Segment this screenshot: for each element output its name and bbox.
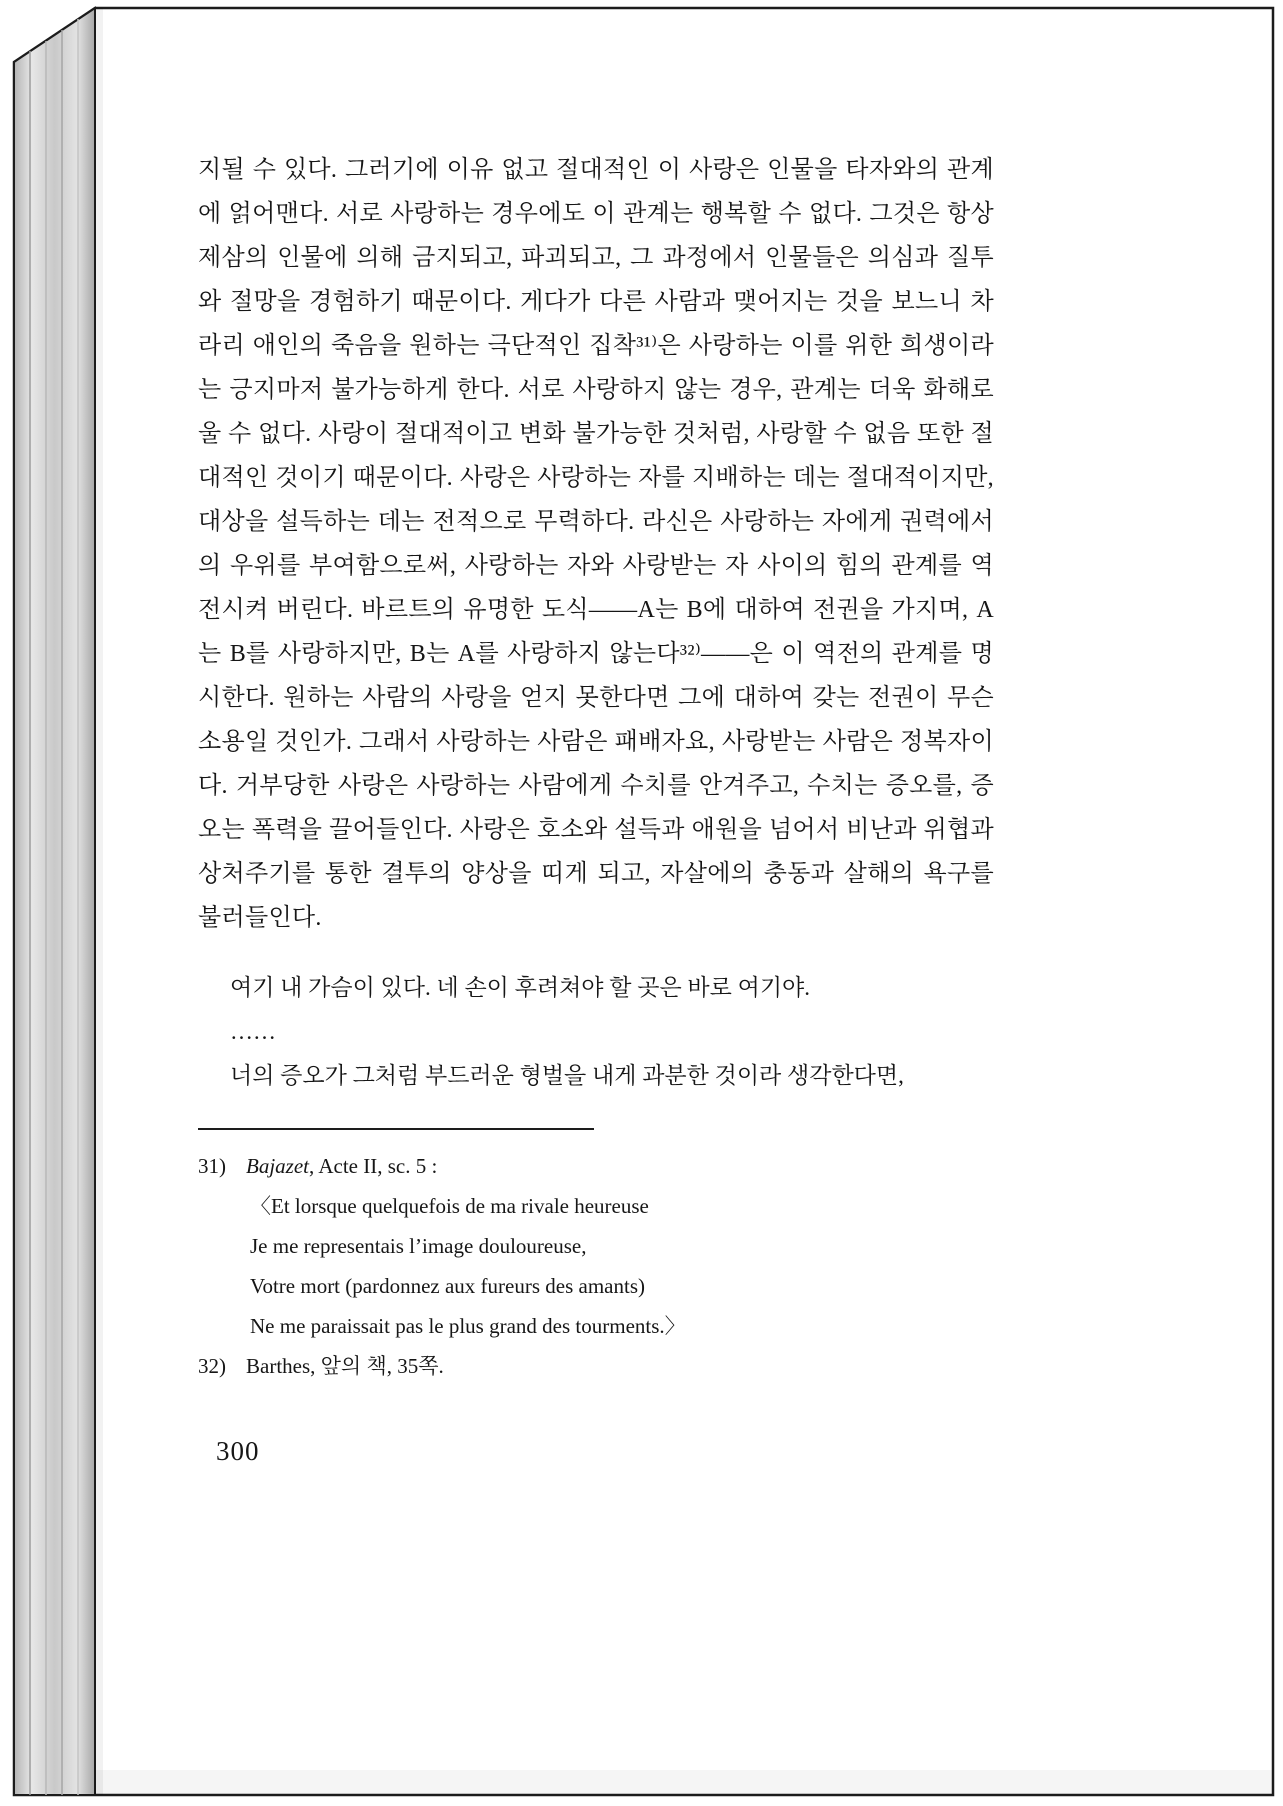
footnote-31-source	[246, 1146, 437, 1186]
quote-line-1: 여기 내 가슴이 있다. 네 손이 후려쳐야 할 곳은 바로 여기야.	[230, 975, 811, 1000]
block-quote	[230, 966, 994, 1098]
footnote-32-text: Barthes, 앞의 책, 35쪽.	[246, 1354, 444, 1378]
footnote-32-label: 32)	[198, 1354, 226, 1378]
quote-line-2: ……	[230, 1019, 276, 1044]
footnote-31-head	[198, 1146, 994, 1186]
quote-line-3: 너의 증오가 그처럼 부드러운 형벌을 내게 과분한 것이라 생각한다면,	[230, 1063, 904, 1088]
footnote-31-title: Bajazet	[246, 1154, 309, 1178]
footnote-31	[198, 1146, 994, 1346]
footnote-divider	[198, 1128, 594, 1130]
footnotes	[198, 1146, 994, 1386]
body-paragraph: 지될 수 있다. 그러기에 이유 없고 절대적인 이 사랑은 인물을 타자와의 관계에 얽어맨다. 서로 사랑하는 경우에도 이 관계는 행복할 수 없다. 그것은 항상 제삼의 인물에 의해 금지되고, 파괴되고, 그 과정에서 인물들은 의심과 질투와 절망을 경험하기 때문이다. 게다가 다른 사람과 맺어지는 것을 보느니 차라리 애인의 죽음을 원하는 극단적인 집착³¹⁾은 사랑하는 이를 위한 희생이라는 긍지마저 불가능하게 한다. 서로 사랑하지 않는 경우, 관계는 더욱 화해로울 수 없다. 사랑이 절대적이고 변화 불가능한 것처럼, 사랑할 수 없음 또한 절대적인 것이기 때문이다. 사랑은 사랑하는 자를 지배하는 데는 절대적이지만, 대상을 설득하는 데는 전적으로 무력하다. 라신은 사랑하는 자에게 권력에서의 우위를 부여함으로써, 사랑하는 자와 사랑받는 자 사이의 힘의 관계를 역전시켜 버린다. 바르트의 유명한 도식——A는 B에 대하여 전권을 가지며, A는 B를 사랑하지만, B는 A를 사랑하지 않는다³²⁾——은 이 역전의 관계를 명시한다. 원하는 사람의 사랑을 얻지 못한다면 그에 대하여 갖는 전권이 무슨 소용일 것인가. 그래서 사랑하는 사람은 패배자요, 사랑받는 사람은 정복자이다. 거부당한 사랑은 사랑하는 사람에게 수치를 안겨주고, 수치는 증오를, 증오는 폭력을 끌어들인다. 사랑은 호소와 설득과 애원을 넘어서 비난과 위협과 상처주기를 통한 결투의 양상을 띠게 되고, 자살에의 충동과 살해의 욕구를 불러들인다.	[198, 157, 994, 931]
footnote-31-title-rest: , Acte II, sc. 5 :	[309, 1154, 438, 1178]
verse-line-4: Ne me paraissait pas le plus grand des tourments.〉	[250, 1314, 686, 1338]
verse-line-2: Je me representais l’image douloureuse,	[250, 1234, 587, 1258]
book-page	[95, 8, 1273, 1795]
footnote-31-label: 31)	[198, 1154, 226, 1178]
page-number: 300	[216, 1436, 260, 1466]
verse-line-1: 〈Et lorsque quelquefois de ma rivale heureuse	[250, 1194, 649, 1218]
footnote-32	[198, 1346, 994, 1386]
page-content	[198, 148, 994, 1467]
verse-line-3: Votre mort (pardonnez aux fureurs des amants)	[250, 1274, 645, 1298]
footnote-31-verse	[250, 1186, 994, 1346]
